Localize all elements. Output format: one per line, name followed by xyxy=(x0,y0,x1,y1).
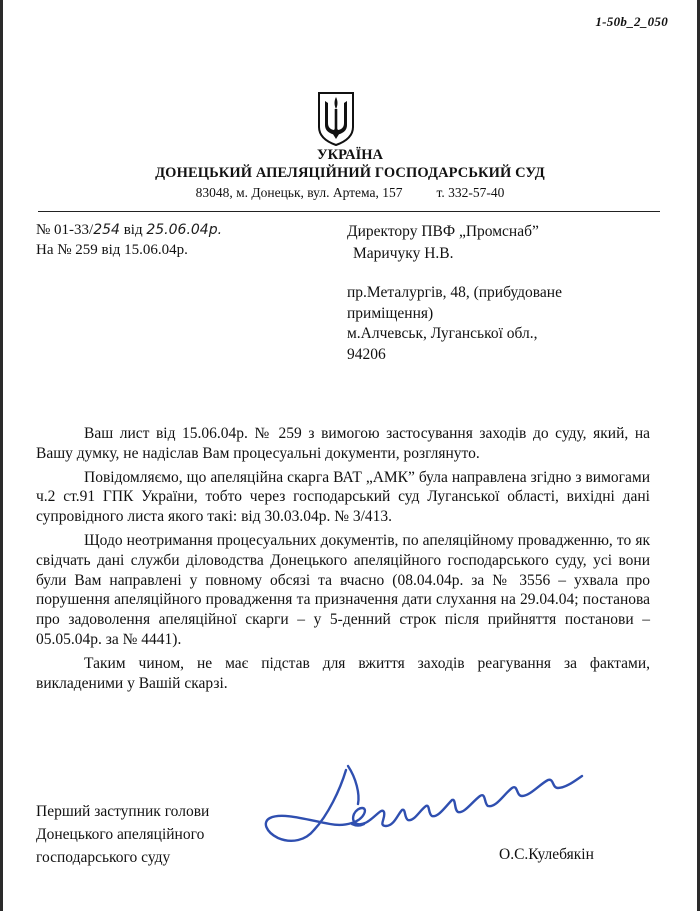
signer-name: О.С.Кулебякін xyxy=(499,846,594,863)
scan-edge-left xyxy=(0,0,3,911)
signatory-line: Донецького апеляційного xyxy=(36,826,205,843)
outgoing-date-label: від xyxy=(119,222,147,238)
addressee-address xyxy=(347,283,562,365)
court-street-address: 83048, м. Донецьк, вул. Артема, 157 xyxy=(195,185,403,200)
court-phone: т. 332-57-40 xyxy=(436,185,505,200)
addressee xyxy=(347,221,539,264)
header-divider xyxy=(38,211,660,212)
court-address xyxy=(0,185,700,201)
country-name: УКРАЇНА xyxy=(316,147,384,163)
incoming-reference: На № 259 від 15.06.04р. xyxy=(36,242,188,258)
body-paragraph: Повідомляємо, що апеляційна скарга ВАТ „АМК” була направлена згідно з вимогами ч.2 ст.91 ГПК України, тобто через господарський суд Луганської області, вихідні дані супровідного листа якого такі: від 30.03.04р. № 3/413. xyxy=(36,468,650,526)
signatory-line: Перший заступник голови xyxy=(36,803,210,820)
handwritten-signature-icon xyxy=(248,760,600,860)
address-line: пр.Металургів, 48, (прибудоване xyxy=(347,284,562,301)
addressee-name: Маричуку Н.В. xyxy=(353,244,454,262)
signatory-position xyxy=(36,800,209,869)
signatory-line: господарського суду xyxy=(36,849,171,866)
address-line: м.Алчевськ, Луганської обл., xyxy=(347,325,538,342)
addressee-title: Директору ПВФ „Промснаб” xyxy=(347,223,539,240)
document-id: 1-50b_2_050 xyxy=(595,14,668,29)
letter-body xyxy=(36,424,650,697)
outgoing-registration xyxy=(36,222,222,239)
body-paragraph: Ваш лист від 15.06.04р. № 259 з вимогою застосування заходів до суду, який, на Вашу думку, не надіслав Вам процесуальні документи, розглянуто. xyxy=(36,425,650,462)
body-paragraph: Таким чином, не має підстав для вжиття заходів реагування за фактами, викладеними у Вашій скарзі. xyxy=(36,654,650,692)
address-line: 94206 xyxy=(347,345,386,363)
trident-emblem-icon xyxy=(316,91,356,147)
outgoing-prefix: № 01-33/ xyxy=(36,222,94,238)
address-line: приміщення) xyxy=(347,304,434,322)
body-paragraph: Щодо неотримання процесуальних документів, по апеляційному провадженню, то як свідчать дані служби діловодства Донецького апеляційного господарського суду, усі вони були Вам направлені у повному обсязі та вчасно (08.04.04р. за № 3556 – ухвала про порушення апеляційного провадження та призначення дати слухання на 29.04.04; постанова про задоволення апеляційної скарги – у 5-денний строк після прийняття постанови – 05.05.04р. за № 4441). xyxy=(36,531,650,648)
court-name: ДОНЕЦЬКИЙ АПЕЛЯЦІЙНИЙ ГОСПОДАРСЬКИЙ СУД xyxy=(155,165,545,181)
outgoing-date-handwritten: 25.06.04р. xyxy=(146,222,223,238)
outgoing-number-handwritten: 254 xyxy=(93,222,120,238)
